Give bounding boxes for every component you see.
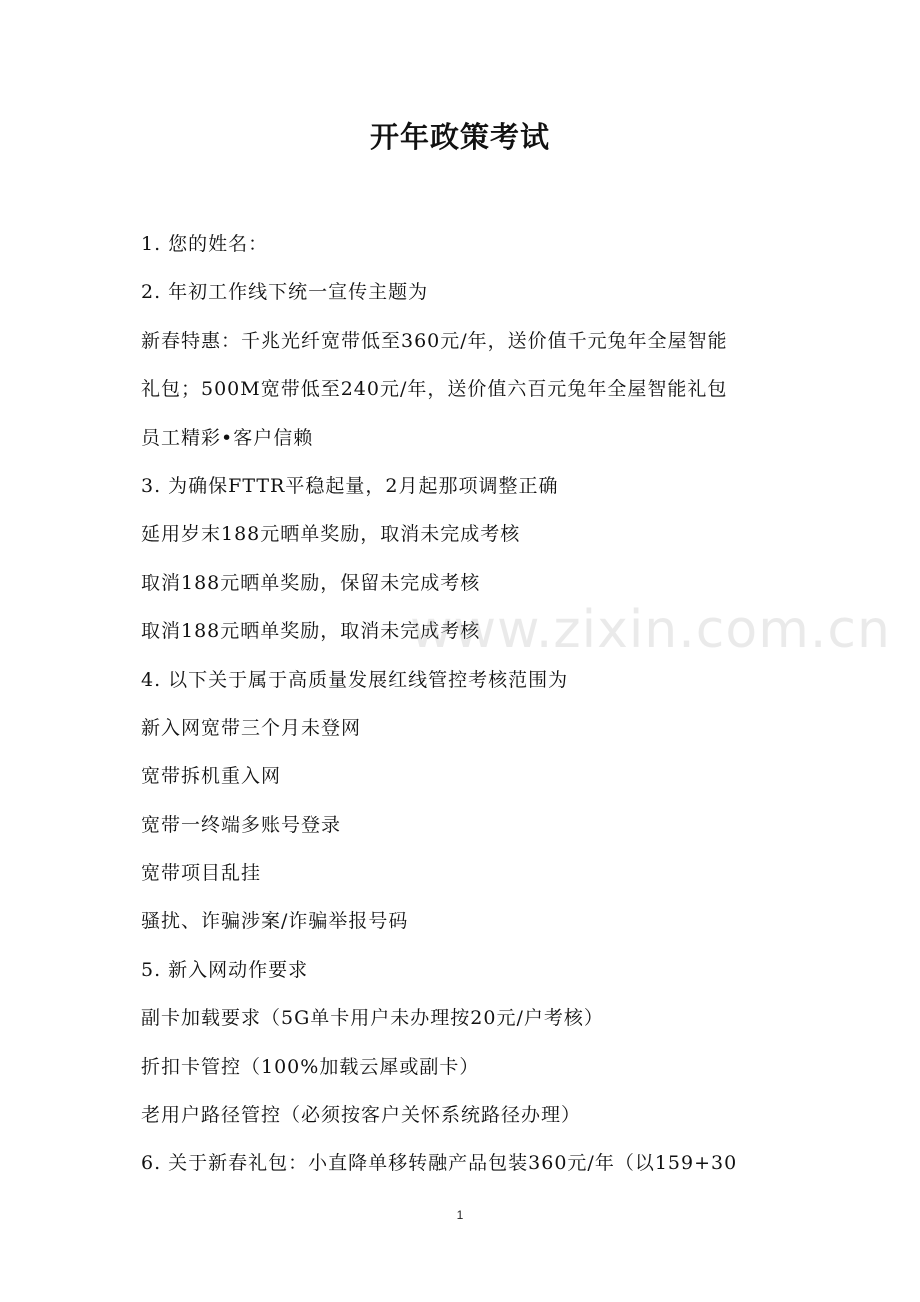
answer-option: 延用岁末188元晒单奖励，取消未完成考核 <box>141 523 521 546</box>
page-title: 开年政策考试 <box>369 120 550 154</box>
question-5: 5. 新入网动作要求 <box>141 958 309 981</box>
document-body <box>141 220 801 1188</box>
question-2: 2. 年初工作线下统一宣传主题为 <box>141 281 429 304</box>
answer-option: 员工精彩•客户信赖 <box>141 426 314 449</box>
question-6: 6. 关于新春礼包：小直降单移转融产品包装360元/年（以159+30 <box>141 1152 738 1175</box>
question-1: 1. 您的姓名： <box>141 233 269 255</box>
answer-option: 老用户路径管控（必须按客户关怀系统路径办理） <box>141 1104 582 1127</box>
answer-option-line-1: 新春特惠：千兆光纤宽带低至360元/年，送价值千元兔年全屋智能 <box>141 329 728 352</box>
question-4: 4. 以下关于属于高质量发展红线管控考核范围为 <box>141 668 569 691</box>
answer-option: 取消188元晒单奖励，取消未完成考核 <box>141 620 481 643</box>
page-number: 1 <box>456 1208 464 1222</box>
answer-option: 宽带项目乱挂 <box>141 862 262 885</box>
answer-option: 宽带拆机重入网 <box>141 765 282 788</box>
answer-option: 取消188元晒单奖励，保留未完成考核 <box>141 571 481 594</box>
answer-option: 折扣卡管控（100%加载云犀或副卡） <box>141 1055 480 1078</box>
answer-option: 新入网宽带三个月未登网 <box>141 716 362 739</box>
answer-option: 骚扰、诈骗涉案/诈骗举报号码 <box>141 910 409 933</box>
answer-option-line-2: 礼包；500M宽带低至240元/年，送价值六百元兔年全屋智能礼包 <box>141 378 728 401</box>
answer-option: 宽带一终端多账号登录 <box>141 813 342 836</box>
answer-option: 副卡加载要求（5G单卡用户未办理按20元/户考核） <box>141 1007 604 1030</box>
question-3: 3. 为确保FTTR平稳起量，2月起那项调整正确 <box>141 474 559 497</box>
watermark: www.zixin.com.cn <box>410 600 891 660</box>
